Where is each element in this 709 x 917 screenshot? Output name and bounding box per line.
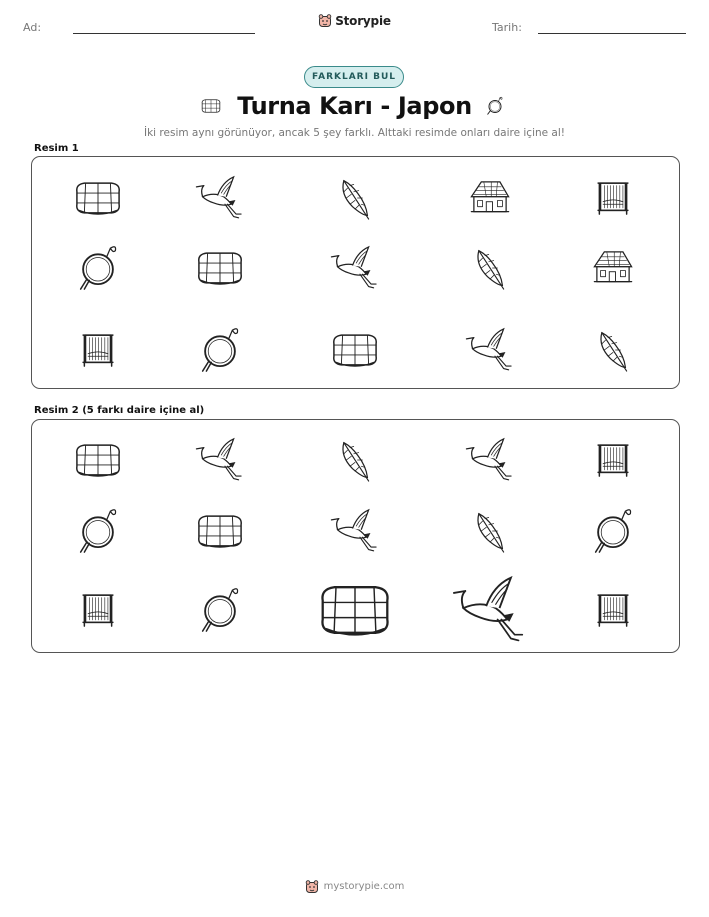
- futon-illustration: [175, 223, 265, 313]
- storypie-logo-icon: [318, 13, 332, 28]
- feather-illustration: [568, 305, 658, 395]
- name-line[interactable]: [73, 33, 255, 34]
- hoop-illustration: [175, 305, 265, 395]
- loom-illustration[interactable]: [53, 565, 143, 655]
- brand: [0, 13, 709, 28]
- storypie-logo-icon: [305, 879, 319, 894]
- footer-url: mystorypie.com: [323, 881, 405, 892]
- footer: [0, 879, 709, 894]
- crane-illustration[interactable]: [310, 486, 400, 576]
- spot-difference-badge: FARKLARI BUL: [304, 66, 404, 88]
- name-label: Ad:: [23, 21, 42, 34]
- instructions: İki resim aynı görünüyor, ancak 5 şey farklı. Alttaki resimde onları daire içine al!: [144, 127, 565, 139]
- crane-illustration[interactable]: [445, 565, 535, 655]
- hoop-illustration[interactable]: [53, 486, 143, 576]
- feather-illustration: [445, 223, 535, 313]
- page-title: Turna Karı - Japon: [237, 92, 472, 120]
- date-line[interactable]: [538, 33, 686, 34]
- hoop-illustration: [53, 223, 143, 313]
- futon-illustration[interactable]: [310, 565, 400, 655]
- hoop-illustration[interactable]: [175, 565, 265, 655]
- hoop-illustration[interactable]: [568, 486, 658, 576]
- crane-illustration: [310, 223, 400, 313]
- picture1-label: Resim 1: [34, 143, 79, 154]
- crane-illustration: [445, 305, 535, 395]
- hoop-icon: [483, 94, 507, 122]
- feather-illustration[interactable]: [445, 486, 535, 576]
- loom-illustration[interactable]: [568, 565, 658, 655]
- loom-illustration: [53, 305, 143, 395]
- futon-illustration: [310, 305, 400, 395]
- picture2-label: Resim 2 (5 farkı daire içine al): [34, 405, 205, 416]
- date-label: Tarih:: [492, 21, 522, 34]
- brand-name: Storypie: [335, 13, 391, 28]
- house-illustration: [568, 223, 658, 313]
- futon-illustration[interactable]: [175, 486, 265, 576]
